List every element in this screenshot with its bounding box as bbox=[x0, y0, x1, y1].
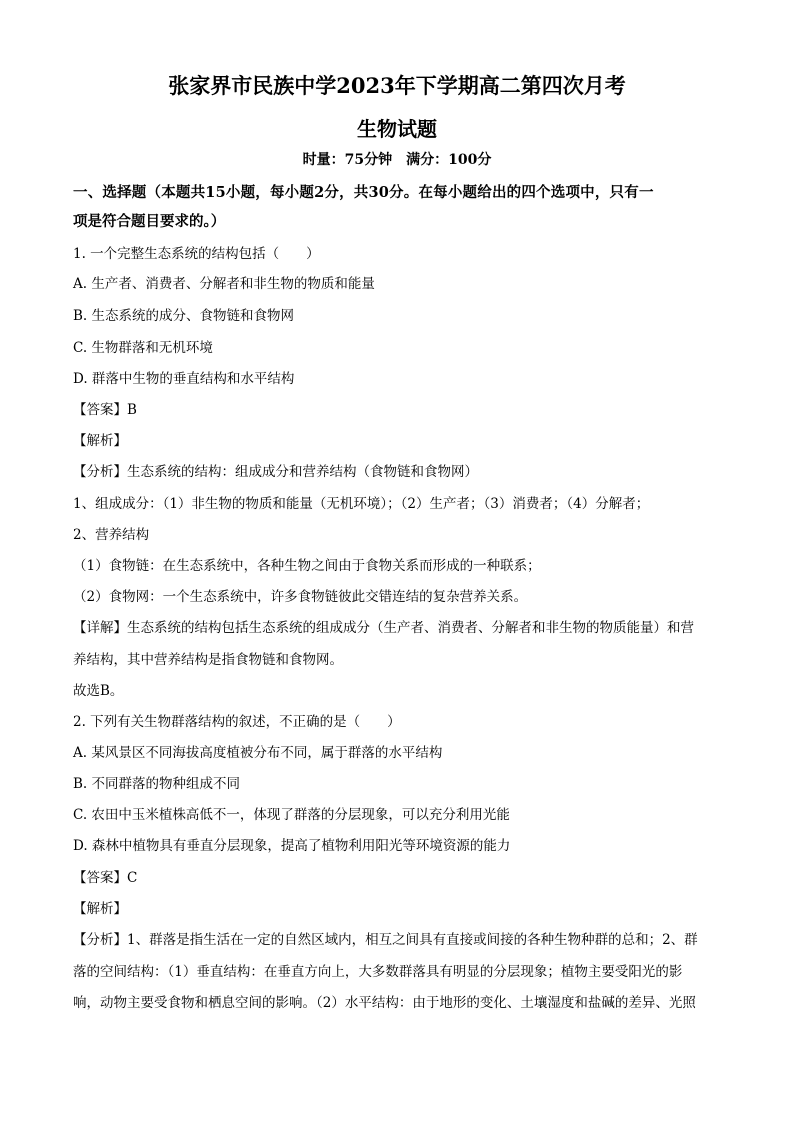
q1-option-a: A. 生产者、消费者、分解者和非生物的物质和能量 bbox=[73, 276, 375, 292]
q1-paragraph-3: （1）食物链：在生态系统中，各种生物之间由于食物关系而形成的一种联系； bbox=[73, 558, 541, 574]
q2-option-c: C. 农田中玉米植株高低不一，体现了群落的分层现象，可以充分利用光能 bbox=[73, 807, 510, 823]
q2-option-d: D. 森林中植物具有垂直分层现象，提高了植物利用阳光等环境资源的能力 bbox=[73, 838, 511, 854]
q1-option-d: D. 群落中生物的垂直结构和水平结构 bbox=[73, 371, 295, 387]
q1-conclusion: 故选B。 bbox=[73, 683, 124, 699]
q2-fenxi-line-1: 【分析】1、群落是指生活在一定的自然区域内，相互之间具有直接或间接的各种生物种群的总和；2、群 bbox=[73, 932, 698, 948]
q1-paragraph-4: （2）食物网：一个生态系统中，许多食物链彼此交错连结的复杂营养关系。 bbox=[73, 589, 528, 605]
q2-answer: 【答案】C bbox=[73, 870, 138, 886]
q1-option-b: B. 生态系统的成分、食物链和食物网 bbox=[73, 308, 295, 324]
q2-option-b: B. 不同群落的物种组成不同 bbox=[73, 776, 241, 792]
section-heading-line-2: 项是符合题目要求的。） bbox=[73, 213, 226, 230]
q1-paragraph-2: 2、营养结构 bbox=[73, 527, 150, 543]
q1-detail-line-1: 【详解】生态系统的结构包括生态系统的组成成分（生产者、消费者、分解者和非生物的物质能量）和营 bbox=[73, 620, 694, 636]
q2-analysis-label: 【解析】 bbox=[73, 901, 127, 917]
exam-title: 张家界市民族中学2023年下学期高二第四次月考 bbox=[168, 73, 626, 98]
q2-stem: 2. 下列有关生物群落结构的叙述，不正确的是（ ） bbox=[73, 714, 401, 730]
section-heading-line-1: 一、选择题（本题共15小题，每小题2分，共30分。在每小题给出的四个选项中，只有一 bbox=[73, 184, 654, 201]
q1-paragraph-1: 1、组成成分：（1）非生物的物质和能量（无机环境）；（2）生产者；（3）消费者；（4）分解者； bbox=[73, 496, 650, 512]
q1-answer: 【答案】B bbox=[73, 402, 137, 418]
q1-option-c: C. 生物群落和无机环境 bbox=[73, 340, 213, 356]
exam-subject: 生物试题 bbox=[357, 117, 437, 141]
q2-fenxi-line-2: 落的空间结构：（1）垂直结构：在垂直方向上，大多数群落具有明显的分层现象；植物主要受阳光的影 bbox=[73, 964, 683, 980]
exam-meta: 时量：75分钟 满分：100分 bbox=[302, 152, 492, 168]
q2-option-a: A. 某风景区不同海拔高度植被分布不同，属于群落的水平结构 bbox=[73, 745, 443, 761]
q1-fenxi: 【分析】生态系统的结构：组成成分和营养结构（食物链和食物网） bbox=[73, 464, 478, 480]
q1-stem: 1. 一个完整生态系统的结构包括（ ） bbox=[73, 246, 320, 262]
q1-detail-line-2: 养结构，其中营养结构是指食物链和食物网。 bbox=[73, 652, 343, 668]
q1-analysis-label: 【解析】 bbox=[73, 433, 127, 449]
q2-fenxi-line-3: 响，动物主要受食物和栖息空间的影响。（2）水平结构：由于地形的变化、土壤湿度和盐碱的差异、光照 bbox=[73, 995, 696, 1011]
